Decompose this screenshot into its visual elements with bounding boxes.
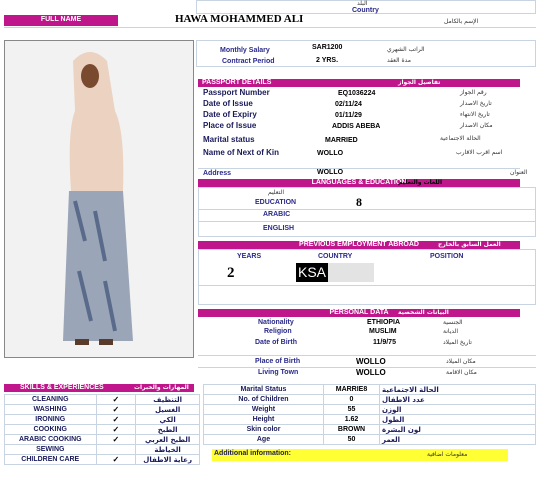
employment-line — [198, 285, 536, 286]
contract-period-label: Contract Period — [222, 58, 275, 65]
skill-sewing-check — [96, 445, 136, 455]
nationality-ar: الجنسية — [443, 319, 463, 326]
full-name-label-ar: الإسم بالكامل — [444, 18, 479, 25]
details-row — [204, 415, 536, 425]
country-column: COUNTRY — [318, 253, 353, 260]
full-body-photo — [4, 40, 194, 358]
arabic-label: ARABIC — [263, 211, 291, 218]
place-of-issue-label: Place of Issue — [203, 121, 257, 130]
skill-children-care-ar: رعاية الاطفال — [136, 455, 200, 465]
next-of-kin-ar: اسم اقرب الاقارب — [456, 149, 503, 156]
skill-cooking-ar: الطبخ — [136, 425, 200, 435]
skill-cleaning-ar: التنظيف — [136, 395, 200, 405]
skill-children-care-check: ✓ — [96, 455, 136, 465]
additional-info-label: Additional information: — [214, 450, 291, 457]
date-of-issue-ar: تاريخ الاصدار — [460, 100, 492, 107]
place-of-birth-label: Place of Birth — [255, 358, 301, 365]
skill-row — [5, 435, 200, 445]
skill-row — [5, 445, 200, 455]
languages-title: LANGUAGES & EDUCATION — [311, 179, 407, 186]
country-label: Country — [352, 7, 379, 14]
passport-details-title-ar: تفاصيل الجواز — [398, 79, 441, 86]
skills-header — [4, 384, 194, 392]
place-of-issue-value: ADDIS ABEBA — [332, 123, 381, 130]
languages-header — [198, 179, 520, 187]
religion-label: Religion — [264, 328, 292, 335]
languages-line-2 — [198, 221, 536, 222]
skill-arabic-cooking-label: ARABIC COOKING — [5, 435, 97, 445]
additional-info-bar — [212, 449, 508, 461]
education-label-ar: التعليم — [268, 189, 284, 196]
next-of-kin-label: Name of Next of Kin — [203, 148, 280, 157]
height-label: Height — [204, 415, 324, 425]
passport-row — [198, 146, 520, 158]
age-label: Age — [204, 435, 324, 445]
place-of-birth-value: WOLLO — [356, 357, 386, 366]
skill-washing-ar: الغسيل — [136, 405, 200, 415]
age-value: 50 — [324, 435, 380, 445]
skill-children-care-label: CHILDREN CARE — [5, 455, 97, 465]
full-body-photo-image — [5, 41, 194, 358]
marital-status-value: MARRIED — [325, 137, 358, 144]
position-column: POSITION — [430, 253, 464, 260]
skill-arabic-cooking-check: ✓ — [96, 435, 136, 445]
details-row — [204, 435, 536, 445]
personal-data-title: PERSONAL DATA — [329, 309, 389, 316]
weight-label: Weight — [204, 405, 324, 415]
weight-value: 55 — [324, 405, 380, 415]
date-of-issue-value: 02/11/24 — [335, 101, 362, 108]
contract-period-value: 2 YRS. — [316, 57, 339, 64]
passport-row — [198, 168, 528, 178]
height-ar: الطول — [380, 415, 536, 425]
weight-ar: الوزن — [380, 405, 536, 415]
employment-country-cell — [296, 263, 374, 282]
skill-ironing-label: IRONING — [5, 415, 97, 425]
personal-line-1 — [198, 355, 536, 356]
marital-status-detail-ar: الحالة الاجتماعية — [380, 385, 536, 395]
nationality-label: Nationality — [258, 319, 294, 326]
passport-details-header — [198, 79, 520, 87]
address-ar: العنوان — [510, 169, 528, 176]
skill-arabic-cooking-ar: الطبخ العربي — [136, 435, 200, 445]
date-of-expiry-label: Date of Expiry — [203, 110, 257, 119]
country-cell — [196, 0, 536, 14]
living-town-value: WOLLO — [356, 368, 386, 377]
skills-title: SKILLS & EXPERIENCES — [20, 384, 104, 391]
religion-ar: الديانة — [443, 328, 459, 335]
passport-number-value: EQ1036224 — [338, 90, 376, 97]
additional-info-ar: معلومات اضافية — [427, 451, 468, 458]
skill-row — [5, 415, 200, 425]
details-table — [203, 384, 536, 445]
details-row — [204, 425, 536, 435]
religion-value: MUSLIM — [369, 328, 397, 335]
languages-table — [198, 187, 536, 237]
passport-number-label: Passport Number — [203, 88, 270, 97]
english-label: ENGLISH — [263, 225, 295, 232]
personal-data-title-ar: البيانات الشخصية — [398, 309, 449, 316]
full-name-label: FULL NAME — [4, 15, 118, 26]
age-ar: العمر — [380, 435, 536, 445]
marital-status-ar: الحالة الاجتماعية — [440, 135, 481, 142]
years-column: YEARS — [237, 253, 262, 260]
skill-row — [5, 425, 200, 435]
skin-color-label: Skin color — [204, 425, 324, 435]
skill-sewing-label: SEWING — [5, 445, 97, 455]
living-town-label: Living Town — [258, 369, 299, 376]
skill-row — [5, 395, 200, 405]
skill-washing-label: WASHING — [5, 405, 97, 415]
passport-row — [198, 133, 520, 145]
passport-details-title: PASSPORT DETAILS — [202, 79, 272, 86]
skill-cooking-label: COOKING — [5, 425, 97, 435]
address-label: Address — [203, 170, 232, 177]
skin-color-ar: لون البشرة — [380, 425, 536, 435]
marital-status-label: Marital status — [203, 135, 255, 144]
marital-status-detail-value: MARRIE8 — [324, 385, 380, 395]
skin-color-value: BROWN — [324, 425, 380, 435]
country-label-ar: البلد — [357, 0, 368, 7]
date-of-issue-label: Date of Issue — [203, 99, 253, 108]
employment-header — [198, 241, 520, 249]
children-count-value: 0 — [324, 395, 380, 405]
education-value: 8 — [356, 195, 362, 209]
employment-years-value: 2 — [227, 265, 235, 281]
details-row — [204, 395, 536, 405]
date-of-birth-label: Date of Birth — [255, 339, 297, 346]
place-of-issue-ar: مكان الاصدار — [460, 122, 493, 129]
education-label: EDUCATION — [255, 199, 297, 206]
personal-data-header — [198, 309, 520, 317]
employment-title-ar: العمل السابق بالخارج — [438, 241, 501, 248]
living-town-ar: مكان الاقامة — [446, 369, 477, 376]
skill-cleaning-label: CLEANING — [5, 395, 97, 405]
skill-ironing-check: ✓ — [96, 415, 136, 425]
languages-title-ar: اللغات والتعليم — [398, 179, 442, 186]
skill-sewing-ar: الخياطة — [136, 445, 200, 455]
skill-row — [5, 455, 200, 465]
name-row-line — [4, 27, 536, 28]
languages-line-1 — [198, 209, 536, 210]
date-of-expiry-ar: تاريخ الانتهاء — [460, 111, 490, 118]
date-of-expiry-value: 01/11/29 — [335, 112, 362, 119]
skill-cooking-check: ✓ — [96, 425, 136, 435]
employment-title: PREVIOUS EMPLOYMENT ABROAD — [299, 241, 419, 248]
next-of-kin-value: WOLLO — [317, 150, 344, 157]
details-row — [204, 385, 536, 395]
details-row — [204, 405, 536, 415]
address-value: WOLLO — [317, 169, 344, 176]
monthly-salary-label: Monthly Salary — [220, 47, 270, 54]
skills-table — [4, 394, 200, 465]
skill-cleaning-check: ✓ — [96, 395, 136, 405]
place-of-birth-ar: مكان الميلاد — [446, 358, 476, 365]
full-name-value: HAWA MOHAMMED ALI — [175, 13, 304, 25]
skill-row — [5, 405, 200, 415]
date-of-birth-ar: تاريخ الميلاد — [443, 339, 472, 346]
monthly-salary-value: SAR1200 — [312, 44, 343, 51]
children-count-ar: عدد الاطفال — [380, 395, 536, 405]
monthly-salary-ar: الراتب الشهري — [387, 46, 425, 53]
passport-row — [198, 121, 520, 133]
date-of-birth-value: 11/9/75 — [373, 339, 396, 346]
skill-washing-check: ✓ — [96, 405, 136, 415]
height-value: 1.62 — [324, 415, 380, 425]
nationality-value: ETHIOPIA — [367, 319, 401, 326]
skills-title-ar: المهارات والخبرات — [134, 384, 189, 391]
employment-country-value: KSA — [298, 264, 327, 280]
children-count-label: No. of Children — [204, 395, 324, 405]
marital-status-detail-label: Marital Status — [204, 385, 324, 395]
passport-number-ar: رقم الجواز — [460, 89, 487, 96]
skill-ironing-ar: الكي — [136, 415, 200, 425]
contract-period-ar: مدة العقد — [387, 57, 411, 64]
